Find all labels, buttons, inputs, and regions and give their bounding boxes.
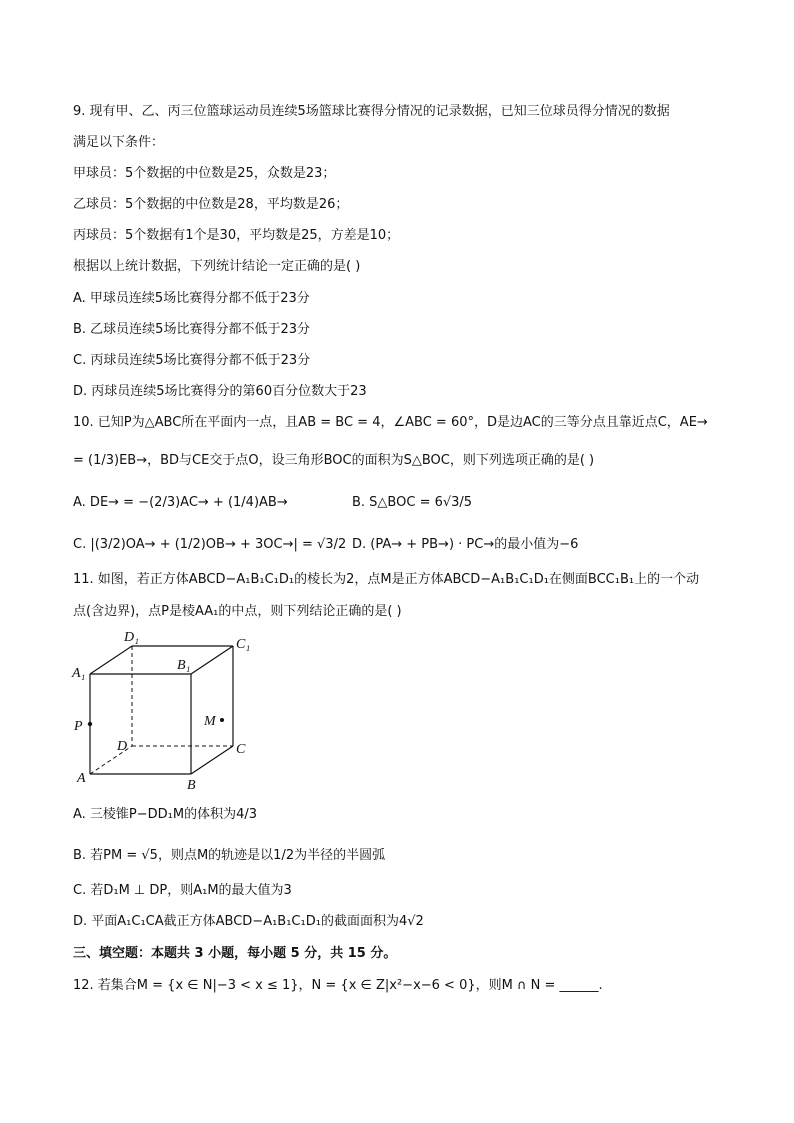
edge-b1-c1 <box>191 646 233 674</box>
section-title-fill-blank: 三、填空题：本题共 3 小题，每小题 5 分，共 15 分。 <box>73 946 397 961</box>
q12-stem: 12. 若集合M = {x ∈ N|−3 < x ≤ 1}，N = {x ∈ Z|x²−x−6 < 0}，则M ∩ N = ______. <box>73 978 603 993</box>
q11-option-c: C. 若D₁M ⊥ DP，则A₁M的最大值为3 <box>73 883 292 898</box>
label-a: A <box>77 771 86 786</box>
q9-stem-line1: 9. 现有甲、乙、丙三位篮球运动员连续5场篮球比赛得分情况的记录数据，已知三位球员得分情况的数据 <box>73 104 670 119</box>
q10-option-d: D. (PA→ + PB→) · PC→的最小值为−6 <box>352 537 579 552</box>
q11-option-b: B. 若PM = √5，则点M的轨迹是以1/2为半径的半圆弧 <box>73 848 386 863</box>
q10-option-c: C. |(3/2)OA→ + (1/2)OB→ + 3OC→| = √3/2 <box>73 537 347 552</box>
q11-stem-line2: 点(含边界)，点P是棱AA₁的中点，则下列结论正确的是( ) <box>73 604 402 619</box>
q11-option-d: D. 平面A₁C₁CA截正方体ABCD−A₁B₁C₁D₁的截面面积为4√2 <box>73 914 424 929</box>
q11-stem-line1: 11. 如图，若正方体ABCD−A₁B₁C₁D₁的棱长为2，点M是正方体ABCD−A₁B₁C₁D₁在侧面BCC₁B₁上的一个动 <box>73 572 700 587</box>
edge-b-c <box>191 746 233 774</box>
label-d: D <box>117 739 128 754</box>
label-b1: B₁ <box>177 658 191 673</box>
q11-option-a: A. 三棱锥P−DD₁M的体积为4/3 <box>73 807 258 822</box>
point-p <box>88 722 92 726</box>
label-c: C <box>236 742 246 757</box>
q10-stem-line2: = (1/3)EB→，BD与CE交于点O，设三角形BOC的面积为S△BOC，则下列选项正确的是( ) <box>73 453 595 468</box>
q10-option-a: A. DE→ = −(2/3)AC→ + (1/4)AB→ <box>73 495 288 510</box>
q10-option-b: B. S△BOC = 6√3/5 <box>352 495 473 510</box>
label-c1: C₁ <box>236 637 251 652</box>
q9-option-c: C. 丙球员连续5场比赛得分都不低于23分 <box>73 353 311 368</box>
label-p: P <box>74 719 83 734</box>
cube-figure <box>70 628 260 798</box>
label-a1: A₁ <box>72 666 86 681</box>
q9-condition-jia: 甲球员：5个数据的中位数是25，众数是23； <box>73 166 336 181</box>
q9-stem-line2: 满足以下条件： <box>73 135 165 150</box>
q9-question: 根据以上统计数据，下列统计结论一定正确的是( ) <box>73 259 361 274</box>
point-m <box>220 718 224 722</box>
q10-stem-line1: 10. 已知P为△ABC所在平面内一点，且AB = BC = 4，∠ABC = 60°，D是边AC的三等分点且靠近点C，AE→ <box>73 415 708 430</box>
q9-condition-bing: 丙球员：5个数据有1个是30，平均数是25，方差是10； <box>73 228 400 243</box>
label-m: M <box>204 714 216 729</box>
label-d1: D₁ <box>124 630 139 645</box>
edge-a1-d1 <box>90 646 132 674</box>
q9-condition-yi: 乙球员：5个数据的中位数是28，平均数是26； <box>73 197 349 212</box>
q9-option-a: A. 甲球员连续5场比赛得分都不低于23分 <box>73 291 310 306</box>
q9-option-d: D. 丙球员连续5场比赛得分的第60百分位数大于23 <box>73 384 367 399</box>
q9-option-b: B. 乙球员连续5场比赛得分都不低于23分 <box>73 322 310 337</box>
label-b: B <box>187 778 196 793</box>
